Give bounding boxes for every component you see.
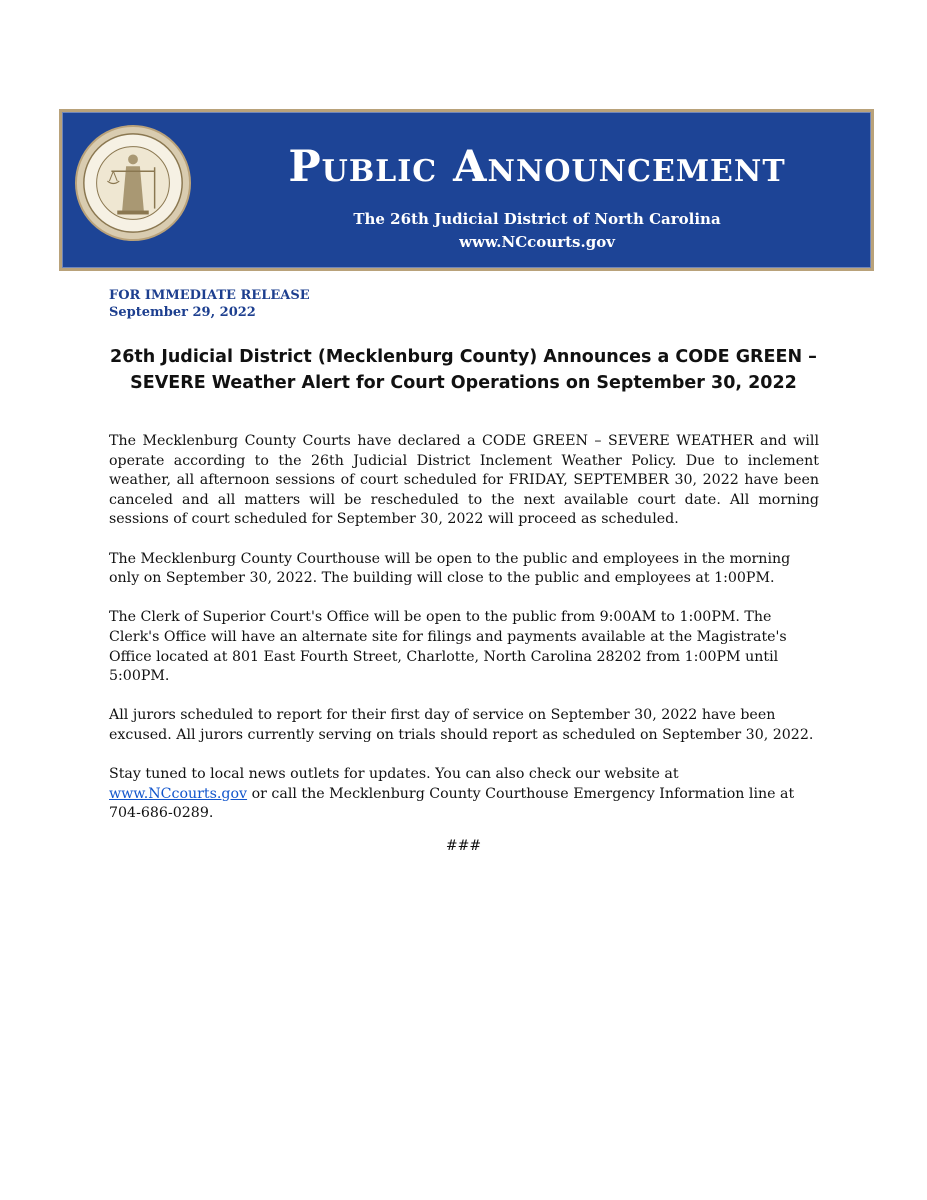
paragraph-courthouse-hours: The Mecklenburg County Courthouse will be open to the public and employees in the morning only on September 30, 2022. The building will close to the public and employees at 1:00PM. [109, 550, 791, 587]
announcement-body [109, 432, 819, 843]
banner-website: www.NCcourts.gov [459, 233, 615, 251]
updates-text-after: or call the Mecklenburg County Courthouse Emergency Information line at 704-686-0289. [109, 785, 795, 822]
judicial-seal-icon [74, 124, 192, 242]
banner-title: Public Announcement [288, 142, 786, 192]
paragraph-updates [109, 765, 819, 824]
announcement-banner [59, 109, 874, 271]
headline [80, 344, 847, 396]
updates-text-before: Stay tuned to local news outlets for updates. You can also check our website at [109, 766, 679, 783]
banner-district: The 26th Judicial District of North Carolina [353, 210, 721, 228]
release-info [109, 287, 310, 321]
release-date: September 29, 2022 [109, 305, 256, 320]
release-label: FOR IMMEDIATE RELEASE [109, 288, 310, 303]
paragraph-code-green: The Mecklenburg County Courts have declared a CODE GREEN – SEVERE WEATHER and will operate according to the 26th Judicial District Inclement Weather Policy. Due to inclement weather, all afternoon sessions of court scheduled for FRIDAY, SEPTEMBER 30, 2022 have been canceled and all matters will be rescheduled to the next available court date. All morning sessions of court scheduled for September 30, 2022 will proceed as scheduled. [109, 433, 819, 528]
website-link[interactable]: www.NCcourts.gov [109, 785, 248, 802]
paragraph-clerk-office: The Clerk of Superior Court's Office will be open to the public from 9:00AM to 1:00PM. The Clerk's Office will have an alternate site for filings and payments available at the Magistrate's Office located at 801 East Fourth Street, Charlotte, North Carolina 28202 from 1:00PM until 5:00PM. [109, 609, 787, 685]
headline-line-1: 26th Judicial District (Mecklenburg County) Announces a CODE GREEN – [110, 347, 817, 367]
end-mark: ### [445, 838, 482, 854]
paragraph-jurors: All jurors scheduled to report for their first day of service on September 30, 2022 have been excused. All jurors currently serving on trials should report as scheduled on September 30, 2022. [109, 707, 814, 743]
headline-line-2: SEVERE Weather Alert for Court Operations on September 30, 2022 [130, 373, 797, 393]
